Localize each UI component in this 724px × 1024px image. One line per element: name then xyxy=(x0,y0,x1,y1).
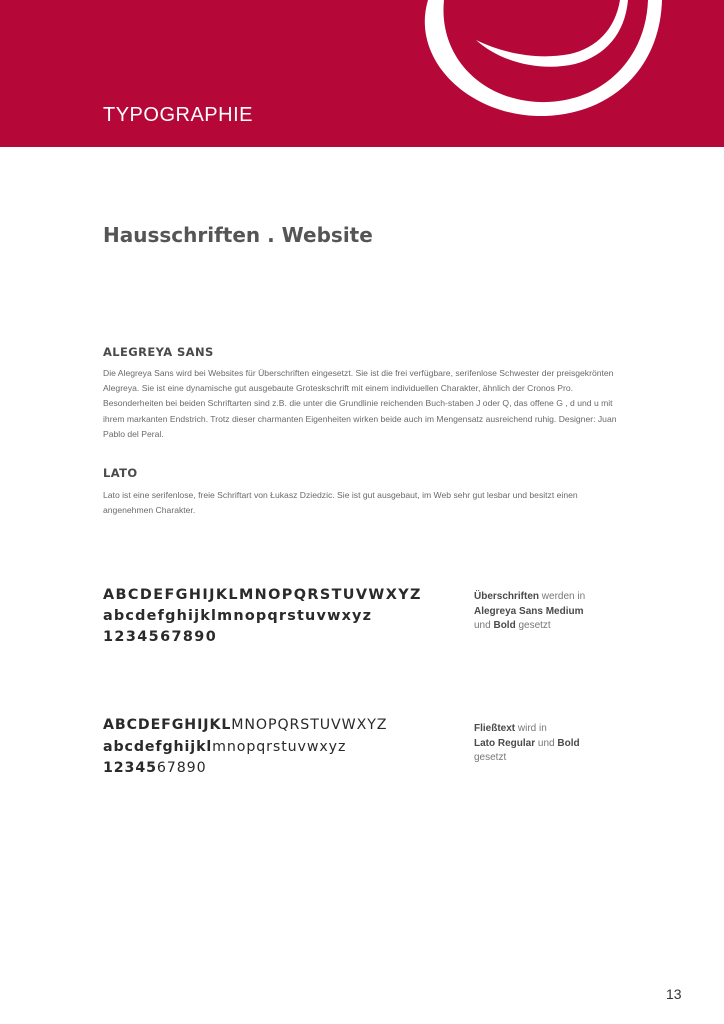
note-text: und xyxy=(535,737,558,749)
lato-usage-note xyxy=(474,722,634,766)
lato-digits xyxy=(103,758,463,780)
note-weight-bold: Bold xyxy=(557,737,580,749)
note-text: wird in xyxy=(515,723,547,734)
lato-lowercase-bold: abcdefghijkl xyxy=(103,738,213,755)
note-text: gesetzt xyxy=(515,620,551,631)
lato-uppercase xyxy=(103,715,463,737)
header-band xyxy=(0,0,724,147)
note-weight-bold: Bold xyxy=(493,620,516,631)
note-font-name: Alegreya Sans Medium xyxy=(474,605,584,617)
lato-uppercase-bold: ABCDEFGHIJKL xyxy=(103,717,232,733)
font-description-lato: Lato ist eine serifenlose, freie Schriftart von Łukasz Dziedzic. Sie ist gut ausgebaut, im Web sehr gut lesbar und besitzt einen angenehmen Charakter. xyxy=(103,490,578,516)
note-text: gesetzt xyxy=(474,752,507,763)
lato-lowercase-regular: mnopqrstuvwxyz xyxy=(212,738,347,755)
note-bold-term: Überschriften xyxy=(474,591,540,602)
alegreya-uppercase: ABCDEFGHIJKLMNOPQRSTUVWXYZ xyxy=(103,587,422,603)
lato-specimen xyxy=(103,715,463,780)
font-description-alegreya: Die Alegreya Sans wird bei Websites für Überschriften eingesetzt. Sie ist die frei verfügbare, serifenlose Schwester der preisgekrönten Alegreya. Sie ist eine dynamische gut ausgebaute Groteskschrift mit einem individuellen Charakter, ähnlich der Cronos Pro. Besonderheiten bei beiden Schriftarten sind z.B. die unter die Grundlinie reichenden Buch-staben J oder Q, das offene G , d und u mit ihrem markanten Endstrich. Trotz dieser charmanten Eigenheiten wirken beide auch im Mengensatz ausreichend ruhig. Designer: Juan Pablo del Peral. xyxy=(103,368,617,439)
lato-lowercase xyxy=(103,737,463,759)
lato-digits-bold: 12345 xyxy=(103,760,157,776)
page-number: 13 xyxy=(666,986,682,1002)
alegreya-lowercase: abcdefghijklmnopqrstuvwxyz xyxy=(103,608,373,624)
note-font-name: Lato Regular xyxy=(474,737,536,749)
font-heading-alegreya: ALEGREYA SANS xyxy=(103,345,214,359)
section-title: Hausschriften . Website xyxy=(103,223,373,247)
note-text: und xyxy=(474,620,494,631)
lato-digits-regular: 67890 xyxy=(156,760,207,776)
alegreya-specimen xyxy=(103,585,463,648)
header-title: TYPOGRAPHIE xyxy=(103,104,253,126)
font-heading-lato: LATO xyxy=(103,466,138,480)
note-bold-term: Fließtext xyxy=(474,723,516,734)
note-text: werden in xyxy=(539,591,586,602)
alegreya-digits: 1234567890 xyxy=(103,629,218,645)
lato-uppercase-regular: MNOPQRSTUVWXYZ xyxy=(231,717,388,733)
alegreya-usage-note xyxy=(474,590,634,634)
